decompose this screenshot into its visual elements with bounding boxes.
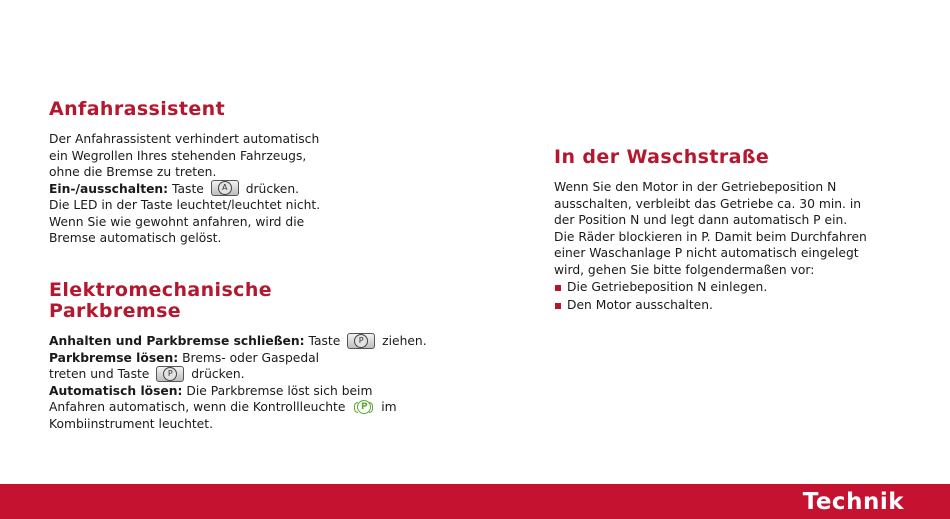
parkbrake-button-icon: P [156,366,184,382]
heading-waschstrasse: In der Waschstraße [554,146,770,168]
text-line: Kombiinstrument leuchtet. [49,416,213,431]
close-text-a: Taste [308,334,341,348]
bullet-square-icon [555,303,561,309]
anfahr-button-icon: A [211,180,239,196]
text-line: der Position N und legt dann automatisch P ein. [554,213,848,227]
section-anfahrassistent [49,99,429,247]
onoff-label: Ein-/ausschalten: [49,181,169,196]
footer-title: Technik [802,489,904,515]
auto-line [49,383,429,400]
text-line: wird, gehen Sie bitte folgendermaßen vor: [554,262,815,277]
onoff-text-a: Taste [172,181,204,196]
text-line: Der Anfahrassistent verhindert automatisch [49,132,320,146]
auto-label: Automatisch lösen: [49,383,183,398]
text-line: Die Räder blockieren in P. Damit beim Durchfahren [554,229,867,244]
release-label: Parkbremse lösen: [49,350,179,365]
steps-list [554,279,884,314]
section-parkbremse [49,280,429,432]
heading-anfahrassistent: Anfahrassistent [49,98,226,120]
auto-line2-a: Anfahren automatisch, wenn die Kontrollleuchte [49,400,346,414]
section-waschstrasse [554,147,884,314]
onoff-text-b: drücken. [245,181,300,196]
close-label: Anhalten und Parkbremse schließen: [49,334,305,348]
bullet-square-icon [555,285,561,291]
close-line [49,333,429,350]
auto-text-a: Die Parkbremse löst sich beim [186,383,373,398]
footer-bar [0,484,950,519]
release-line2-b: drücken. [191,367,245,381]
text-line: Wenn Sie wie gewohnt anfahren, wird die [49,214,305,229]
text-line: Bremse automatisch gelöst. [49,231,222,245]
parkbrake-warning-lamp-icon: P [354,399,374,415]
text-line: einer Waschanlage P nicht automatisch eingelegt [554,246,859,260]
release-line2-a: treten und Taste [49,367,150,381]
parkbrake-button-icon: P [347,333,375,349]
onoff-line [49,181,429,198]
auto-line-2 [49,399,429,416]
heading-line: Parkbremse [49,300,182,322]
list-item: Die Getriebeposition N einlegen. [554,279,884,297]
release-text-a: Brems- oder Gaspedal [182,350,320,365]
auto-line2-b: im [381,400,397,414]
heading-line: Elektromechanische [49,279,273,301]
text-line: Die LED in der Taste leuchtet/leuchtet nicht. [49,198,321,212]
text-line: ein Wegrollen Ihres stehenden Fahrzeugs, [49,148,307,163]
heading-parkbremse [49,280,429,322]
text-line: ausschalten, verbleibt das Getriebe ca. 30 min. in [554,196,862,211]
list-item: Den Motor ausschalten. [554,297,884,315]
text-line: Wenn Sie den Motor in der Getriebeposition N [554,180,837,194]
release-line [49,350,429,367]
text-line: ohne die Bremse zu treten. [49,165,217,179]
close-text-b: ziehen. [382,334,427,348]
release-line-2 [49,366,429,383]
